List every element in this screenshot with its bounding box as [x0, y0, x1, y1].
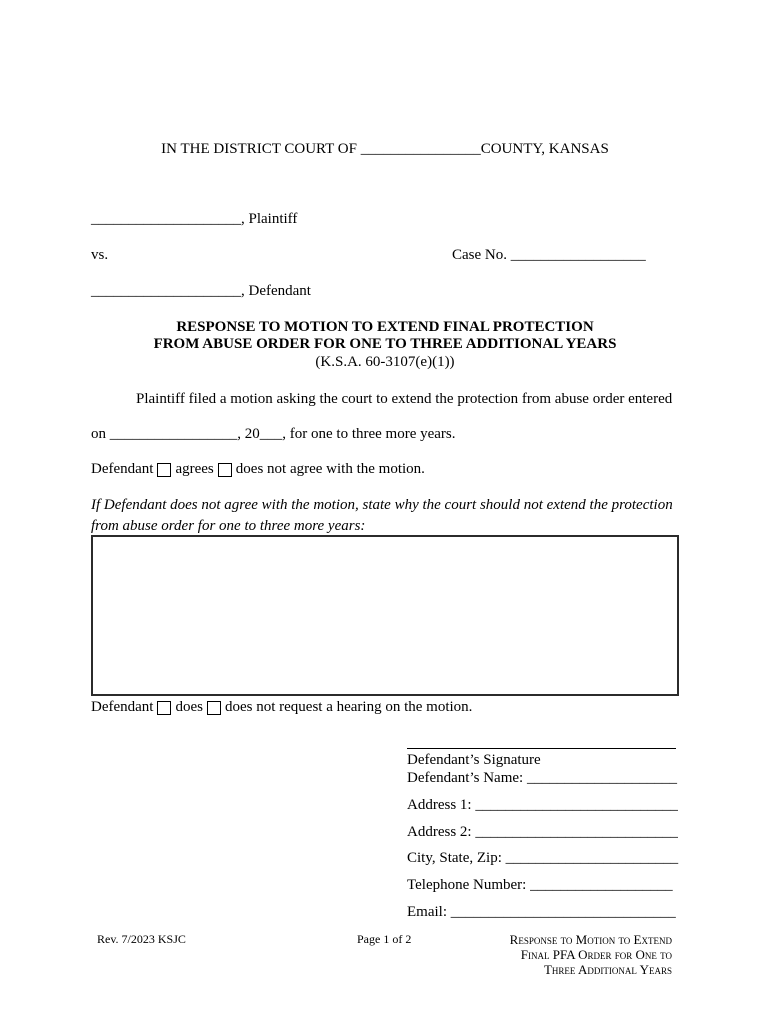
city-state-zip-row — [407, 850, 678, 867]
city-state-zip-field[interactable]: _______________________ — [505, 850, 679, 866]
court-header-prefix: IN THE DISTRICT COURT OF — [161, 141, 357, 157]
page-number: Page 1 of 2 — [357, 932, 412, 946]
defendant-name-row — [407, 770, 677, 787]
explanation-instruction-line2: from abuse order for one to three more years: — [91, 518, 366, 534]
plaintiff-label: , Plaintiff — [241, 211, 298, 227]
explanation-instruction-line1: If Defendant does not agree with the motion, state why the court should not extend the protection — [91, 497, 673, 513]
defendant-line — [91, 283, 311, 300]
agreement-subject: Defendant — [91, 461, 154, 477]
date-prefix: on — [91, 426, 106, 442]
case-number-label: Case No. — [452, 247, 507, 263]
address2-label: Address 2: — [407, 824, 472, 840]
county-blank[interactable]: ________________ — [360, 141, 481, 157]
case-number-blank[interactable]: __________________ — [510, 247, 646, 263]
agrees-checkbox[interactable] — [157, 463, 171, 477]
defendant-name-label: Defendant’s Name: — [407, 770, 524, 786]
city-state-zip-label: City, State, Zip: — [407, 850, 502, 866]
plaintiff-name-blank[interactable]: ____________________ — [91, 211, 241, 227]
statute-reference: (K.S.A. 60-3107(e)(1)) — [315, 354, 455, 370]
agreement-line — [91, 461, 425, 478]
date-suffix: , for one to three more years. — [282, 426, 456, 442]
telephone-row — [407, 877, 673, 894]
telephone-field[interactable]: ___________________ — [530, 877, 673, 893]
versus-label: vs. — [91, 247, 109, 263]
hearing-subject: Defendant — [91, 699, 154, 715]
motion-statement: Plaintiff filed a motion asking the court to extend the protection from abuse order entered — [136, 391, 673, 407]
does-request-checkbox[interactable] — [157, 701, 171, 715]
document-title-line2: FROM ABUSE ORDER FOR ONE TO THREE ADDITIONAL YEARS — [153, 336, 617, 352]
telephone-label: Telephone Number: — [407, 877, 527, 893]
versus-line — [91, 247, 108, 264]
does-not-request-label: does not request a hearing on the motion. — [224, 699, 473, 715]
court-header — [0, 141, 770, 158]
revision-note: Rev. 7/2023 KSJC — [97, 932, 186, 946]
explanation-text-box[interactable] — [91, 535, 679, 696]
does-not-agree-checkbox[interactable] — [218, 463, 232, 477]
order-date-blank[interactable]: _________________ — [109, 426, 238, 442]
footer-form-title-line3: Three Additional Years — [543, 962, 672, 977]
document-title-line1: RESPONSE TO MOTION TO EXTEND FINAL PROTECTION — [176, 319, 594, 335]
year-prefix: , 20 — [237, 426, 260, 442]
signature-line[interactable] — [407, 748, 676, 749]
defendant-label: , Defendant — [241, 283, 311, 299]
case-number-line — [452, 247, 646, 264]
footer-form-title-line1: Response to Motion to Extend — [509, 932, 672, 947]
does-not-request-checkbox[interactable] — [207, 701, 221, 715]
does-request-label: does — [175, 699, 203, 715]
defendant-name-blank[interactable]: ____________________ — [91, 283, 241, 299]
address1-row — [407, 797, 678, 814]
agrees-label: agrees — [175, 461, 214, 477]
defendant-name-field[interactable]: ____________________ — [526, 770, 677, 786]
email-row — [407, 904, 676, 921]
address1-field[interactable]: ___________________________ — [475, 797, 678, 813]
footer-form-title — [510, 932, 672, 977]
order-year-blank[interactable]: ___ — [259, 426, 283, 442]
email-label: Email: — [407, 904, 447, 920]
address2-field[interactable]: ___________________________ — [475, 824, 678, 840]
plaintiff-line — [91, 211, 297, 228]
signature-label: Defendant’s Signature — [407, 752, 541, 768]
motion-date-line — [91, 426, 456, 443]
footer-form-title-line2: Final PFA Order for One to — [520, 947, 672, 962]
email-field[interactable]: ______________________________ — [450, 904, 676, 920]
does-not-agree-label: does not agree with the motion. — [235, 461, 425, 477]
address2-row — [407, 824, 678, 841]
address1-label: Address 1: — [407, 797, 472, 813]
hearing-line — [91, 699, 472, 716]
court-header-suffix: COUNTY, KANSAS — [480, 141, 609, 157]
